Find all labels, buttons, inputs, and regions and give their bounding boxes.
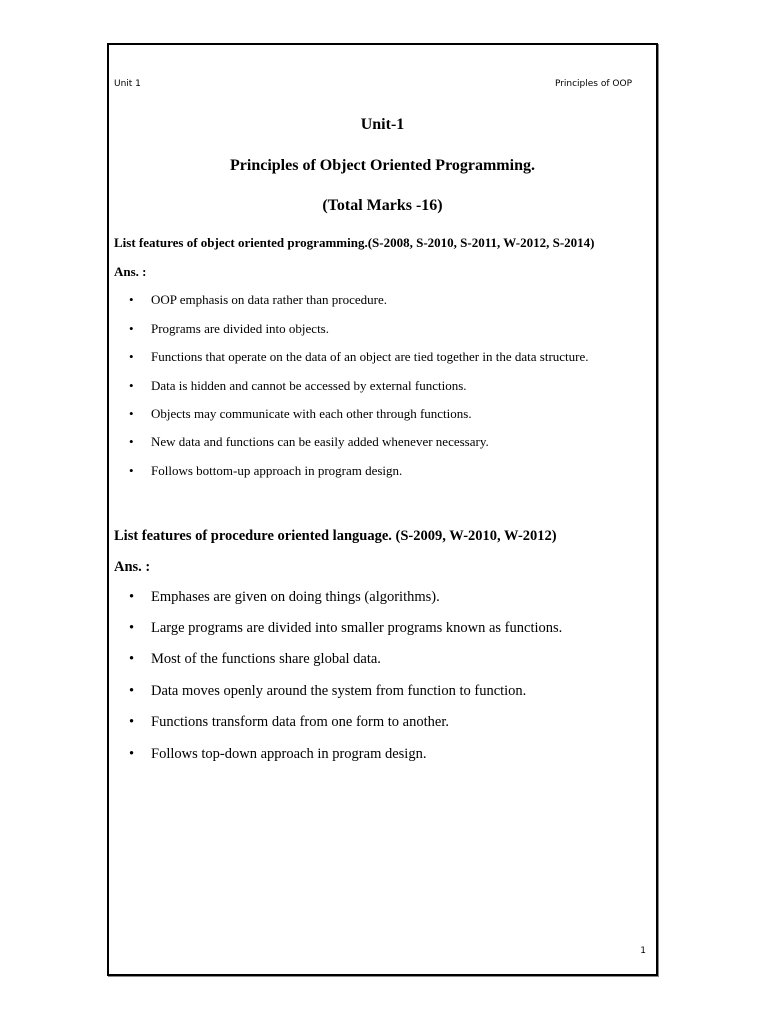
answer-label-1: Ans. : — [114, 264, 147, 279]
bullet: • — [129, 651, 135, 667]
bullet: • — [129, 434, 134, 449]
header-right: Principles of OOP — [554, 79, 632, 89]
document-page: Unit 1 Principles of OOP Unit-1 Principles of Object Oriented Programming. (Total Marks -16) List features of object oriented programming.(S-2008, S-2010, S-2011, W-2012, S-2014) Ans. : • OOP emphasis on data rather than procedure. • Programs are divided into objects. • Functions that operate on the data of an object are tied together in the data structure. • Data is hidden and cannot be accessed by external functions. • Objects may communicate with each other through functions. • New data and functions can be easily added whenever necessary. • Follows bottom-up approach in program design. List features of procedure oriented language. (S-2009, W-2010, W-2012) Ans. : • Emphases are given on doing things (algorithms). • Large programs are divided into smaller programs known as functions. • Most of the functions share global data. • Data moves openly around the system from function to function. • Functions transform data from one form to another. • Follows top-down approach in program design. 1 — [107, 43, 658, 976]
unit-title: Unit-1 — [360, 116, 405, 133]
page-number: 1 — [640, 946, 646, 956]
bullet: • — [129, 378, 134, 393]
bullet: • — [129, 292, 134, 307]
answer-label-2: Ans. : — [114, 559, 151, 575]
bullet: • — [129, 349, 134, 364]
page-title: Principles of Object Oriented Programming. — [230, 157, 535, 174]
bullet: • — [129, 620, 135, 636]
question-2: List features of procedure oriented language. (S-2009, W-2010, W-2012) — [114, 528, 557, 544]
question-1: List features of object oriented programming.(S-2008, S-2010, S-2011, W-2012, S-2014) — [114, 235, 595, 250]
bullet: • — [129, 714, 135, 730]
bullet: • — [129, 406, 134, 421]
total-marks: (Total Marks -16) — [322, 197, 443, 214]
bullet: • — [129, 589, 135, 605]
bullet: • — [129, 463, 134, 478]
bullet: • — [129, 683, 135, 699]
header-left: Unit 1 — [114, 79, 141, 89]
bullet: • — [129, 746, 135, 762]
bullet: • — [129, 321, 134, 336]
